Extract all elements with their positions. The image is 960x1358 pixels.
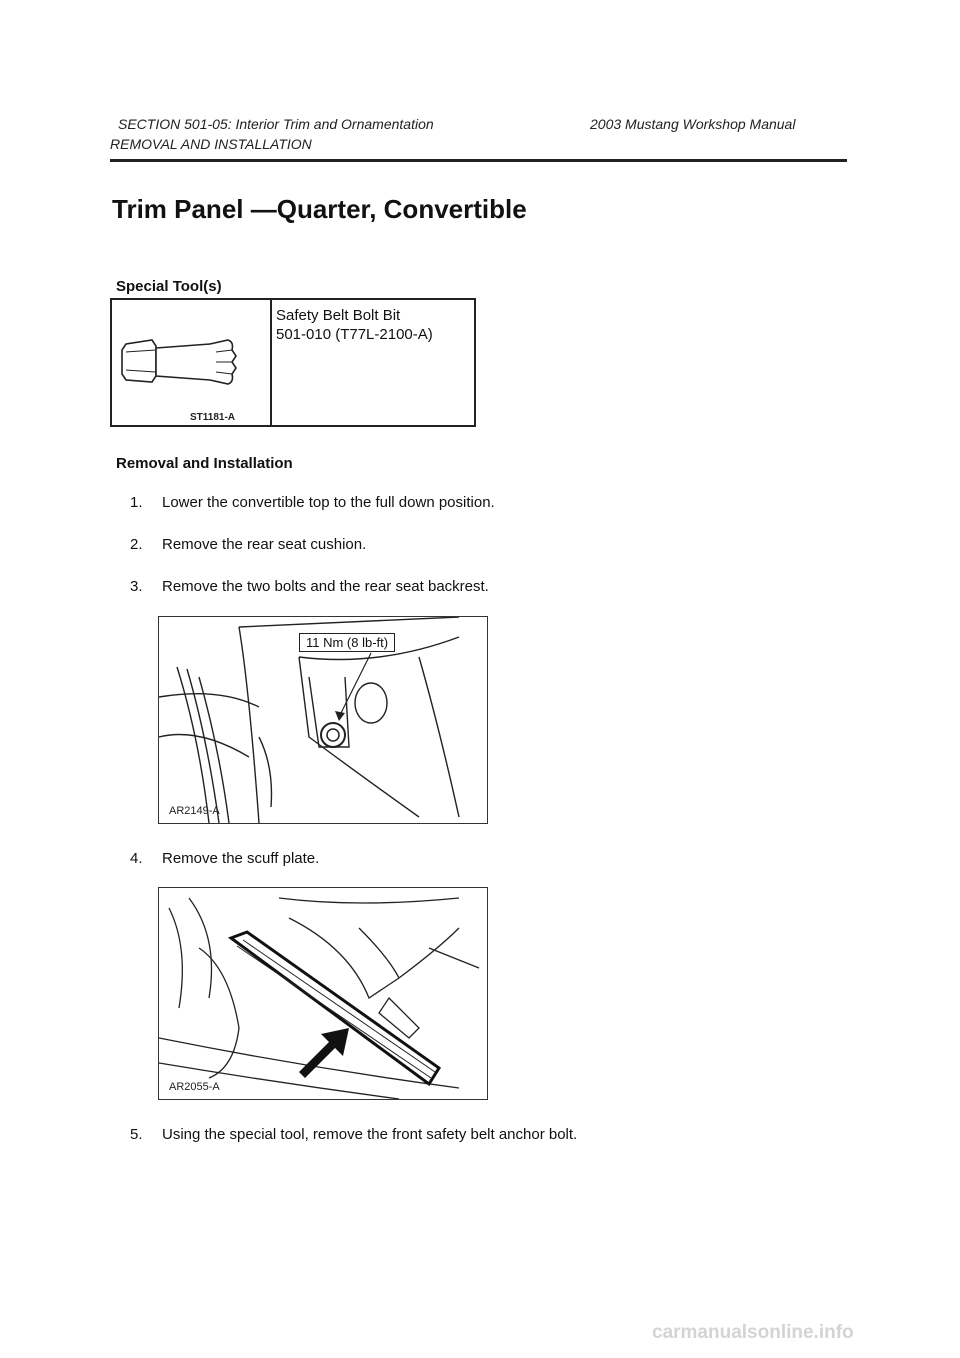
step-3 (130, 578, 489, 595)
bolt-icon (321, 723, 345, 747)
step-number: 2. (130, 536, 143, 553)
step-number: 3. (130, 578, 143, 595)
bolt-bit-illustration (112, 300, 268, 425)
tool-image-label: ST1181-A (190, 412, 236, 423)
torque-callout: 11 Nm (8 lb-ft) (299, 633, 395, 652)
header-subsection: REMOVAL AND INSTALLATION (110, 136, 312, 152)
figure-scuff-plate (158, 887, 488, 1100)
procedure-heading: Removal and Installation (116, 455, 293, 472)
step-text: Using the special tool, remove the front safety belt anchor bolt. (162, 1126, 578, 1143)
step-1 (130, 494, 495, 511)
header-section: SECTION 501-05: Interior Trim and Ornamentation (118, 116, 434, 132)
step-number: 5. (130, 1126, 143, 1143)
watermark: carmanualsonline.info (652, 1322, 854, 1343)
scuff-plate-illustration (159, 888, 487, 1099)
step-5 (130, 1126, 577, 1143)
tool-name: Safety Belt Bolt Bit (276, 307, 401, 324)
tool-image (112, 300, 272, 425)
step-number: 4. (130, 850, 143, 867)
page-title: Trim Panel —Quarter, Convertible (112, 194, 527, 224)
special-tools-table (110, 298, 476, 427)
step-text: Lower the convertible top to the full down position. (162, 494, 495, 511)
step-2 (130, 536, 366, 553)
tool-number: 501-010 (T77L-2100-A) (276, 326, 433, 343)
special-tools-heading: Special Tool(s) (116, 278, 222, 295)
step-text: Remove the two bolts and the rear seat backrest. (162, 578, 489, 595)
figure-label: AR2055-A (169, 1081, 220, 1093)
step-text: Remove the scuff plate. (162, 850, 320, 867)
figure-backrest-bolt (158, 616, 488, 824)
step-number: 1. (130, 494, 143, 511)
tool-description (272, 300, 474, 425)
figure-label: AR2149-A (169, 805, 220, 817)
step-text: Remove the rear seat cushion. (162, 536, 367, 553)
header-rule (110, 159, 847, 162)
step-4 (130, 850, 319, 867)
header-manual: 2003 Mustang Workshop Manual (590, 116, 796, 132)
